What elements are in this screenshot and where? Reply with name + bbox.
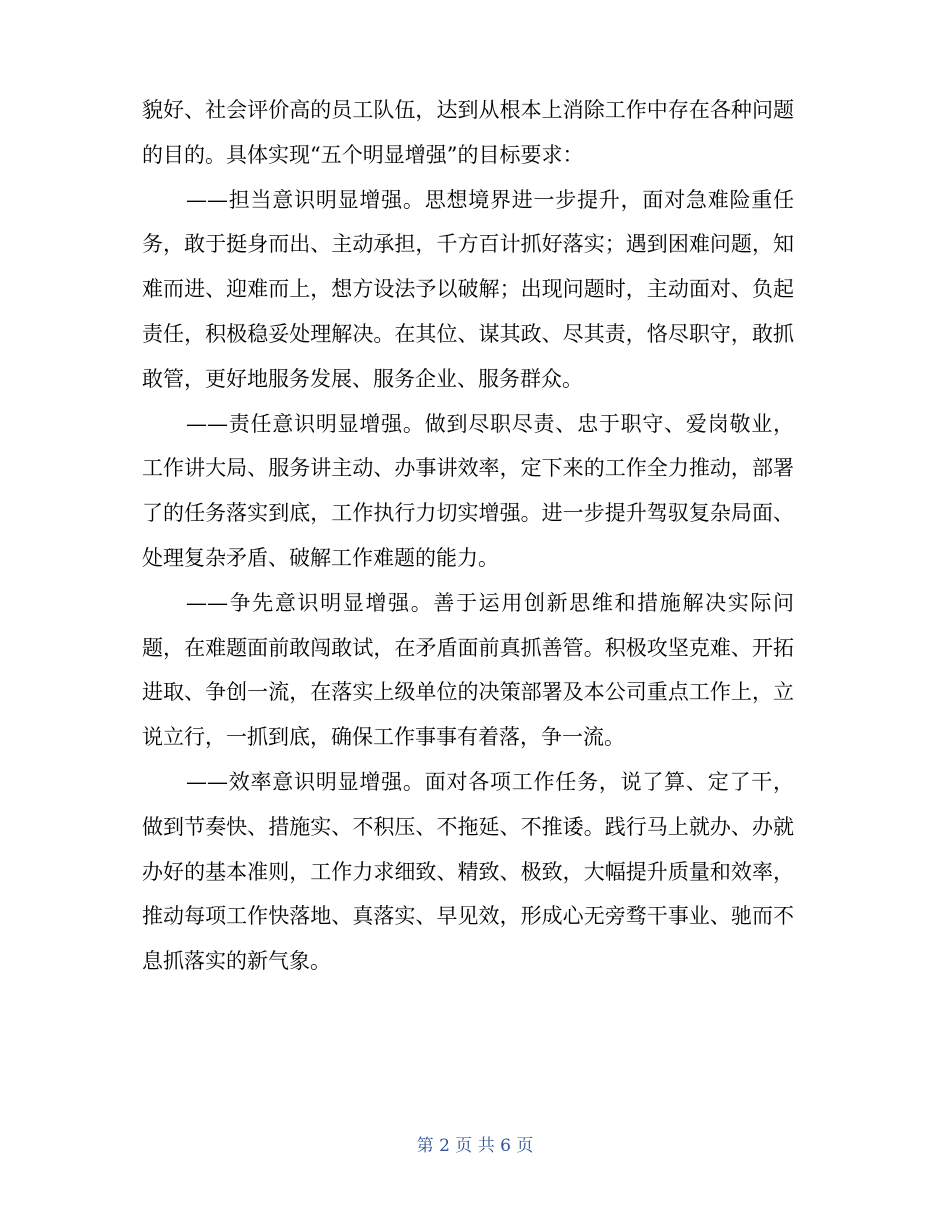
paragraph-continuation: 貌好、社会评价高的员工队伍，达到从根本上消除工作中存在各种问题的目的。具体实现“五个明显增强”的目标要求： bbox=[142, 98, 794, 167]
paragraph-duty-awareness: ——责任意识明显增强。做到尽职尽责、忠于职守、爱岗敬业，工作讲大局、服务讲主动、办事讲效率，定下来的工作全力推动，部署了的任务落实到底，工作执行力切实增强。进一步提升驾驭复杂局面、处理复杂矛盾、破解工作难题的能力。 bbox=[142, 411, 794, 570]
document-body bbox=[142, 88, 794, 984]
paragraph-efficiency-awareness: ——效率意识明显增强。面对各项工作任务，说了算、定了干，做到节奏快、措施实、不积压、不拖延、不推诿。践行马上就办、办就办好的基本准则，工作力求细致、精致、极致，大幅提升质量和效率，推动每项工作快落地、真落实、早见效，形成心无旁骛干事业、驰而不息抓落实的新气象。 bbox=[142, 769, 794, 974]
paragraph-striving-awareness: ——争先意识明显增强。善于运用创新思维和措施解决实际问题，在难题面前敢闯敢试，在矛盾面前真抓善管。积极攻坚克难、开拓进取、争创一流，在落实上级单位的决策部署及本公司重点工作上，立说立行，一抓到底，确保工作事事有着落，争一流。 bbox=[142, 590, 794, 750]
page-number-footer: 第 2 页 共 6 页 bbox=[416, 1136, 534, 1156]
paragraph-responsibility-taking: ——担当意识明显增强。思想境界进一步提升，面对急难险重任务，敢于挺身而出、主动承担，千方百计抓好落实；遇到困难问题，知难而进、迎难而上，想方设法予以破解；出现问题时，主动面对、负起责任，积极稳妥处理解决。在其位、谋其政、尽其责，恪尽职守，敢抓敢管，更好地服务发展、服务企业、服务群众。 bbox=[142, 187, 794, 391]
